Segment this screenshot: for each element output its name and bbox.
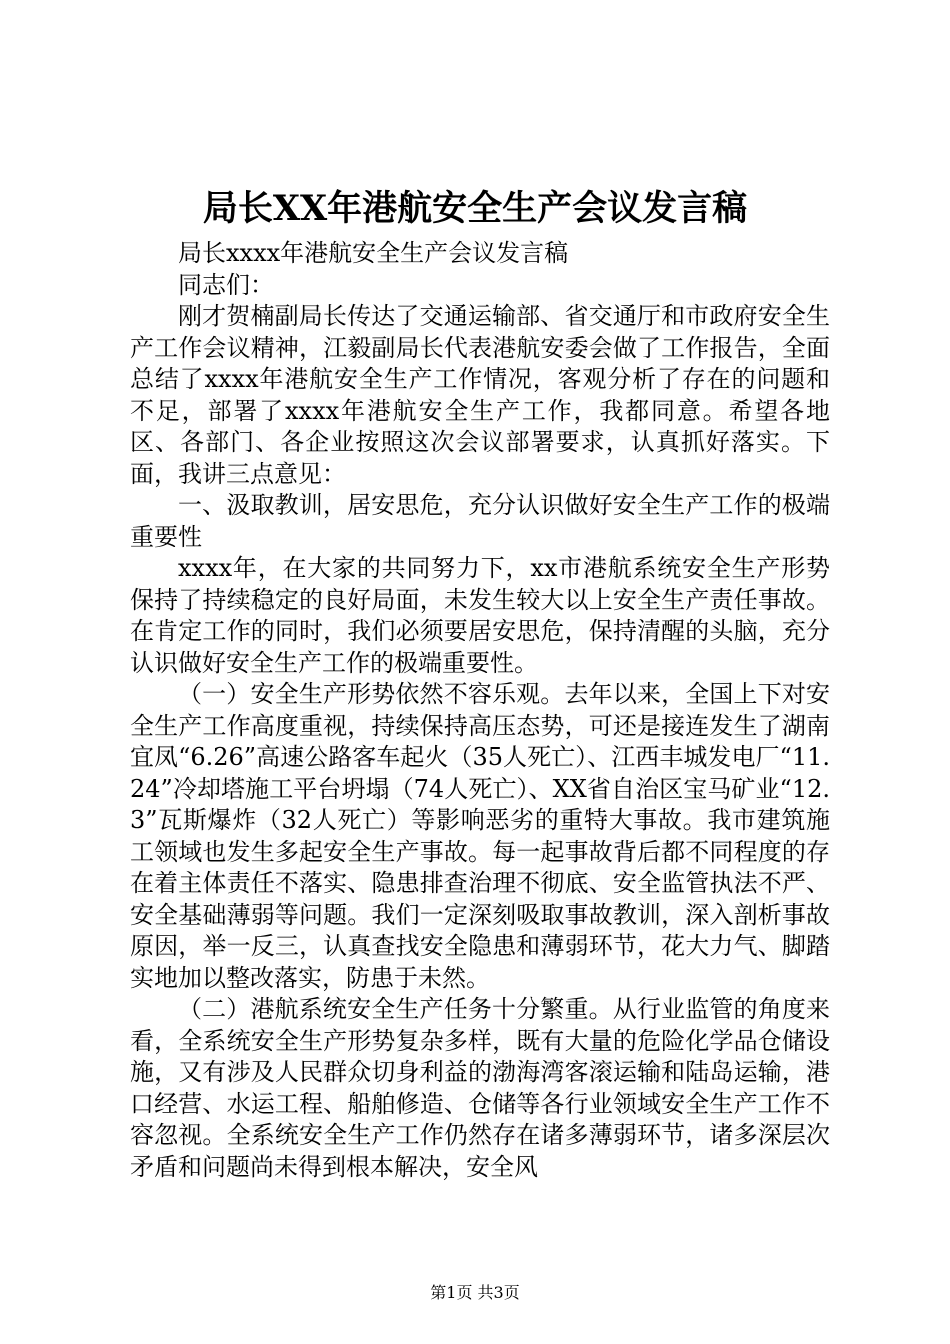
body-paragraph: xxxx年，在大家的共同努力下，xx市港航系统安全生产形势保持了持续稳定的良好局面，未发生较大以上安全生产责任事故。在肯定工作的同时，我们必须要居安思危，保持清醒的头脑，充分认识做好安全生产工作的极端重要性。 bbox=[130, 554, 830, 677]
body-paragraph: （二）港航系统安全生产任务十分繁重。从行业监管的角度来看，全系统安全生产形势复杂多样，既有大量的危险化学品仓储设施，又有涉及人民群众切身利益的渤海湾客滚运输和陆岛运输，港口经营、水运工程、船舶修造、仓储等各行业领域安全生产工作不容忽视。全系统安全生产工作仍然存在诸多薄弱环节，诸多深层次矛盾和问题尚未得到根本解决，安全风 bbox=[130, 995, 830, 1181]
body-paragraph: 刚才贺楠副局长传达了交通运输部、省交通厅和市政府安全生产工作会议精神，江毅副局长代表港航安委会做了工作报告，全面总结了xxxx年港航安全生产工作情况，客观分析了存在的问题和不足，部署了xxxx年港航安全生产工作，我都同意。希望各地区、各部门、各企业按照这次会议部署要求，认真抓好落实。下面，我讲三点意见： bbox=[130, 302, 830, 488]
document-title: 局长XX年港航安全生产会议发言稿 bbox=[202, 188, 748, 229]
subtitle-paragraph: 局长xxxx年港航安全生产会议发言稿 bbox=[178, 239, 569, 267]
salutation-paragraph: 同志们： bbox=[178, 270, 274, 299]
section-heading: 一、汲取教训，居安思危，充分认识做好安全生产工作的极端重要性 bbox=[130, 491, 830, 551]
body-paragraph: （一）安全生产形势依然不容乐观。去年以来，全国上下对安全生产工作高度重视，持续保持高压态势，可还是接连发生了湖南宜凤“6.26”高速公路客车起火（35人死亡）、江西丰城发电厂“11.24”冷却塔施工平台坍塌（74人死亡）、XX省自治区宝马矿业“12.3”瓦斯爆炸（32人死亡）等影响恶劣的重特大事故。我市建筑施工领域也发生多起安全生产事故。每一起事故背后都不同程度的存在着主体责任不落实、隐患排查治理不彻底、安全监管执法不严、安全基础薄弱等问题。我们一定深刻吸取事故教训，深入剖析事故原因，举一反三，认真查找安全隐患和薄弱环节，花大力气、脚踏实地加以整改落实，防患于未然。 bbox=[130, 680, 830, 992]
page-footer: 第1页 共3页 bbox=[430, 1283, 520, 1302]
document-body bbox=[130, 238, 830, 1183]
